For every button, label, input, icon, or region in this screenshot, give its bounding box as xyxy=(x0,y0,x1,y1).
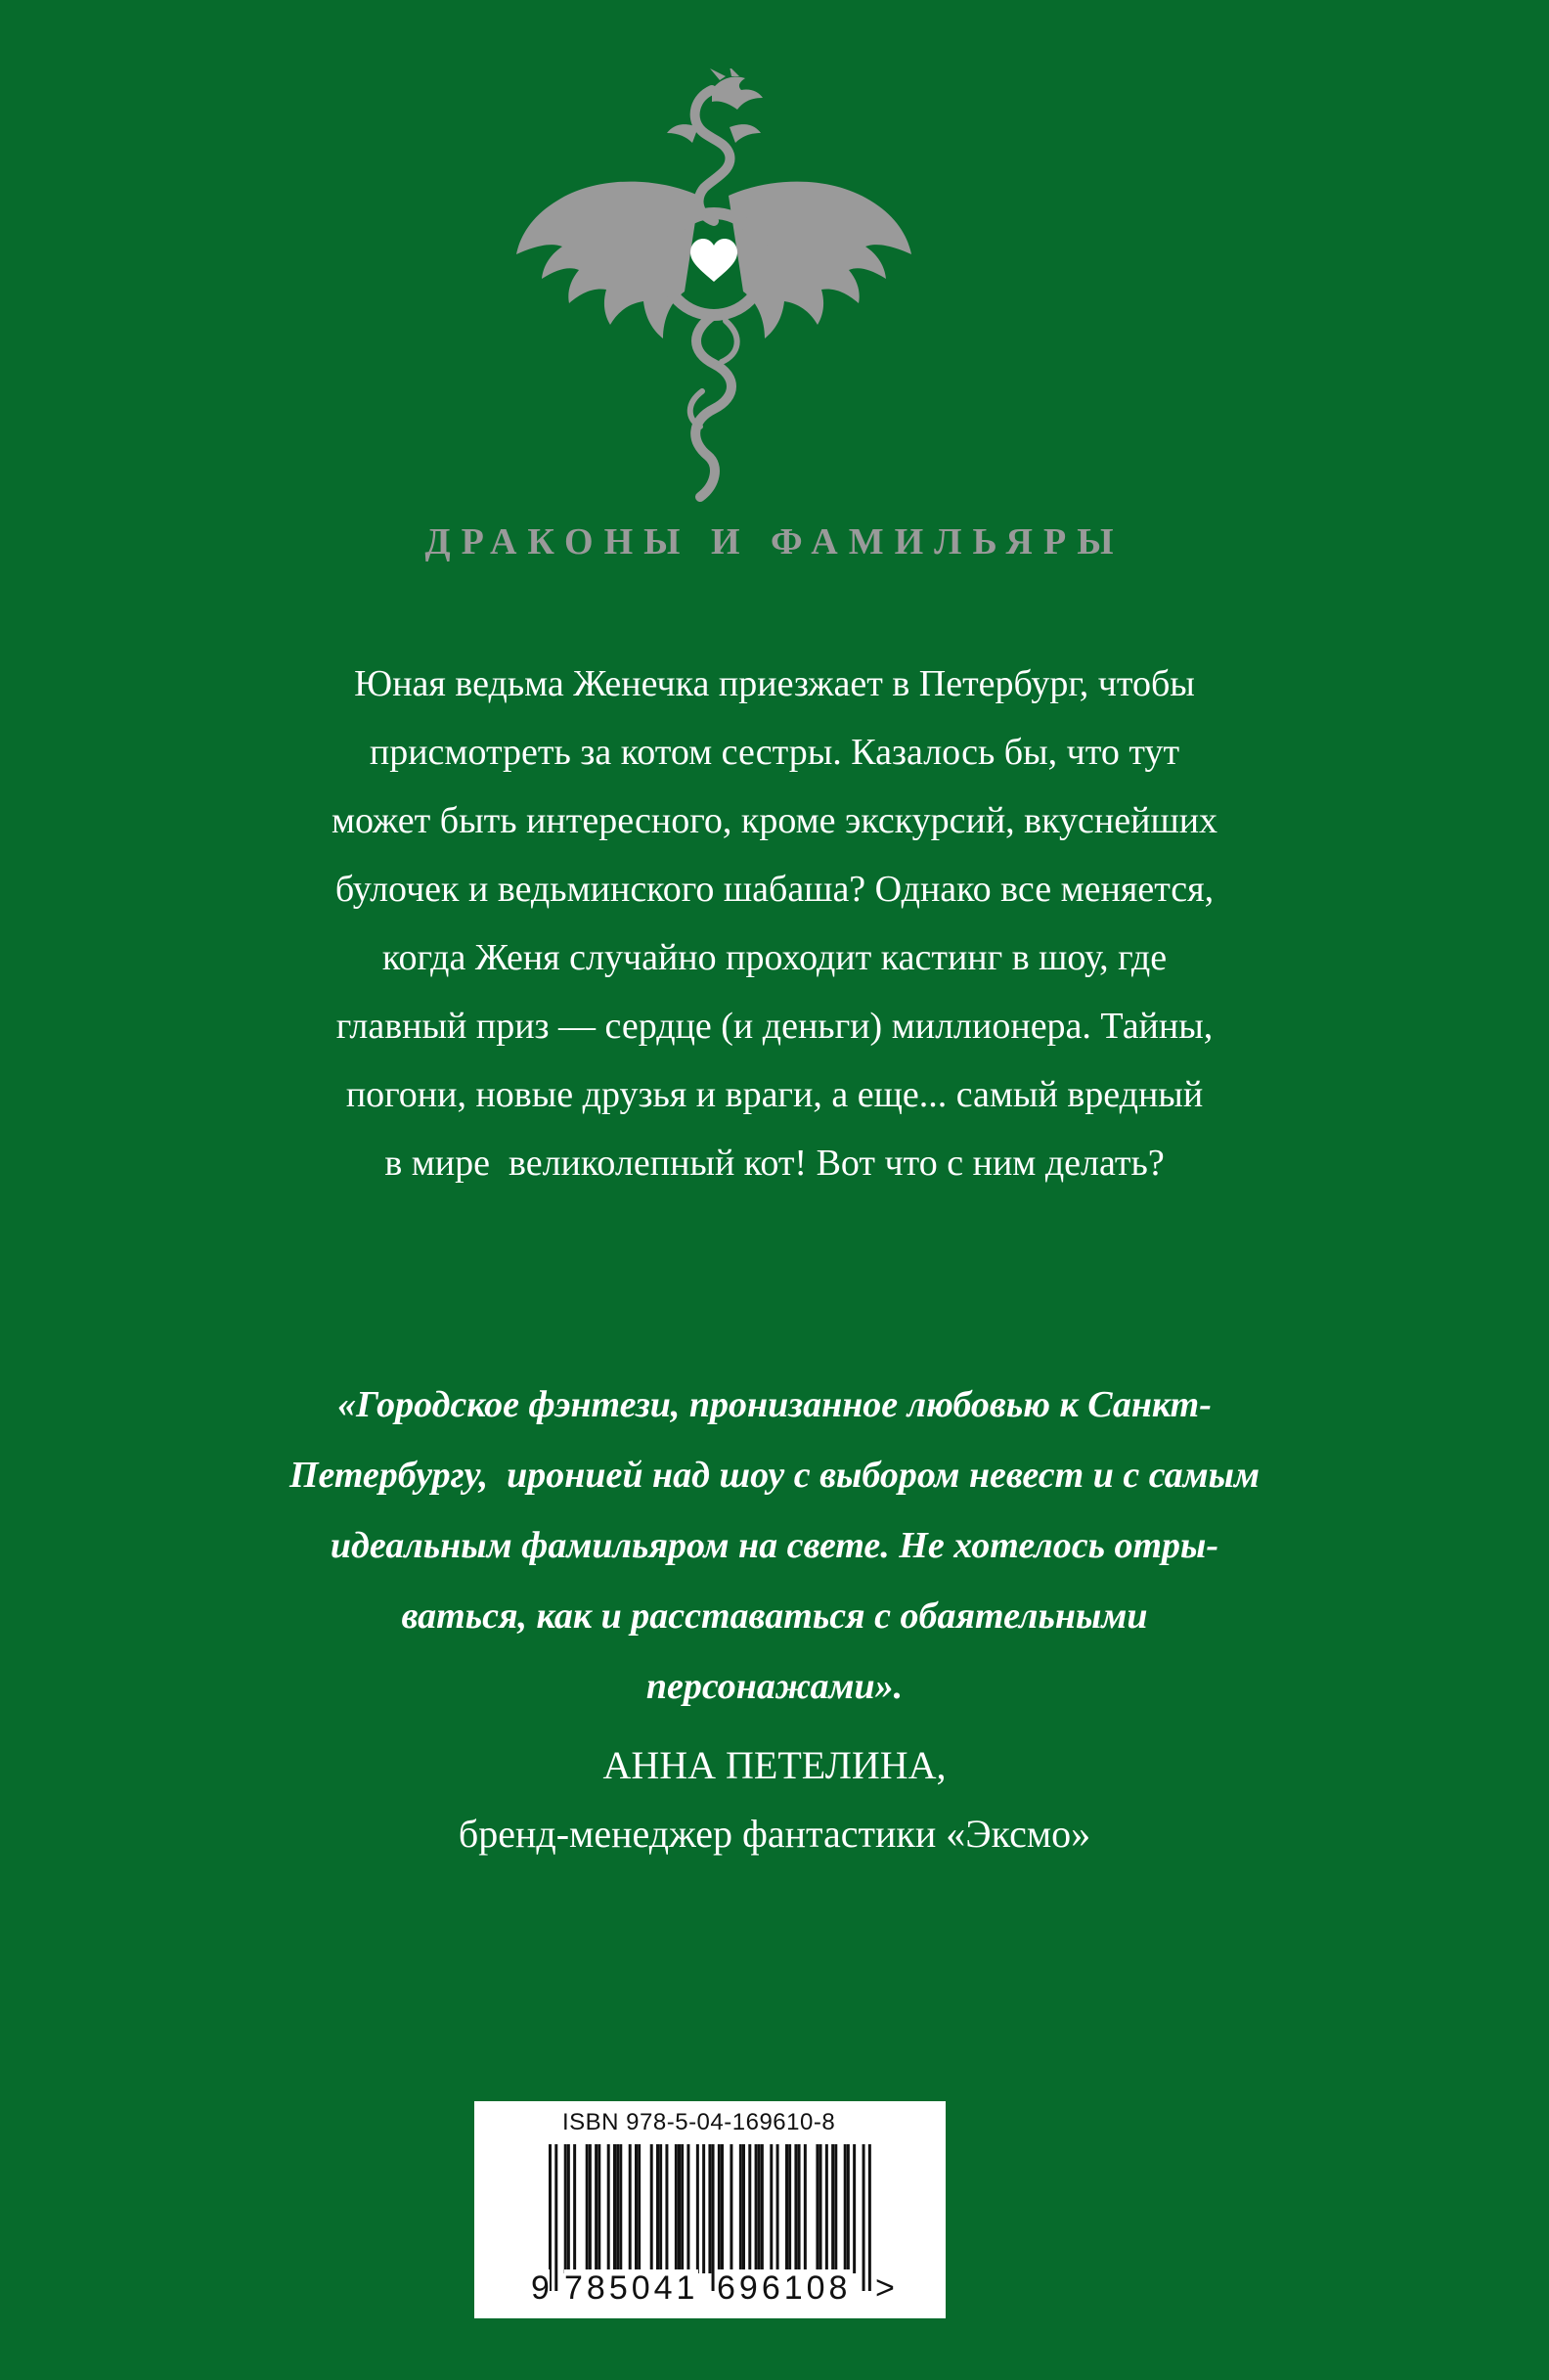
barcode-bar xyxy=(844,2144,847,2273)
barcode-bar xyxy=(770,2144,773,2273)
book-blurb xyxy=(147,650,1402,1197)
barcode-bar xyxy=(638,2144,641,2273)
blurb-line: может быть интересного, кроме экскурсий, вкуснейших xyxy=(331,800,1218,841)
ean-arrow: > xyxy=(875,2269,895,2307)
barcode-bar xyxy=(816,2144,819,2273)
barcode-bar xyxy=(681,2144,684,2273)
review-attribution xyxy=(0,1731,1549,1868)
ean-right-group: 696108 xyxy=(717,2269,852,2307)
ean-first-digit: 9 xyxy=(531,2269,550,2307)
barcode-bar xyxy=(607,2144,610,2273)
blurb-line: погони, новые друзья и враги, а еще... самый вредный xyxy=(345,1074,1204,1115)
barcode-bar xyxy=(696,2144,699,2273)
barcode-bar xyxy=(567,2144,570,2273)
barcode-bar xyxy=(573,2144,576,2273)
barcode-bar xyxy=(758,2144,761,2273)
barcode-bar xyxy=(853,2144,856,2273)
barcode-bar xyxy=(564,2144,567,2273)
barcode-bar xyxy=(721,2144,724,2273)
barcode-bar xyxy=(847,2144,850,2273)
series-title: ДРАКОНЫ И ФАМИЛЬЯРЫ xyxy=(424,521,1125,562)
barcode-bar xyxy=(755,2144,758,2273)
barcode-bar xyxy=(595,2144,597,2273)
blurb-line: когда Женя случайно проходит кастинг в шоу, где xyxy=(381,937,1168,978)
quote-line: ваться, как и расставаться с обаятельными xyxy=(401,1595,1148,1637)
quote-line: персонажами». xyxy=(645,1666,904,1707)
isbn-barcode xyxy=(474,2101,946,2318)
barcode-bar xyxy=(613,2144,616,2273)
ean-digits xyxy=(531,2269,922,2309)
blurb-line: присмотреть за котом сестры. Казалось бы, что тут xyxy=(369,732,1180,773)
barcode-bar xyxy=(834,2144,837,2273)
isbn-label: ISBN 978-5-04-169610-8 xyxy=(562,2109,836,2135)
barcode-bar xyxy=(635,2144,638,2273)
review-author-name: АННА ПЕТЕЛИНА, xyxy=(602,1743,947,1787)
barcode-bar xyxy=(798,2144,801,2273)
barcode-bar xyxy=(761,2144,764,2273)
barcode-bar xyxy=(589,2144,592,2273)
barcode-bar xyxy=(650,2144,653,2273)
barcode-bar xyxy=(788,2144,791,2273)
barcode-bar xyxy=(686,2144,689,2273)
blurb-line: булочек и ведьминского шабаша? Однако все меняется, xyxy=(334,869,1215,910)
barcode-bar xyxy=(678,2144,681,2273)
barcode-bar xyxy=(785,2144,788,2273)
dragon-with-heart-icon xyxy=(499,68,929,518)
barcode-bar xyxy=(730,2144,732,2273)
blurb-line: главный приз — сердце (и деньги) миллионера. Тайны, xyxy=(335,1006,1214,1047)
barcode-bar xyxy=(586,2144,589,2273)
barcode-bar xyxy=(629,2144,632,2273)
quote-line: идеальным фамильяром на свете. Не хотелось отры- xyxy=(330,1525,1219,1566)
quote-line: «Городское фэнтези, пронизанное любовью к Санкт- xyxy=(337,1384,1212,1425)
barcode-bar xyxy=(597,2144,600,2273)
barcode-bar xyxy=(748,2144,751,2273)
quote-line: Петербургу, иронией над шоу с выбором невест и с самым xyxy=(288,1455,1261,1496)
barcode-bar xyxy=(831,2144,834,2273)
review-quote xyxy=(117,1370,1432,1722)
barcode-bar xyxy=(776,2144,779,2273)
barcode-bar xyxy=(794,2144,797,2273)
barcode-bar xyxy=(804,2144,807,2273)
barcode-bar xyxy=(656,2144,659,2273)
barcode-bar xyxy=(739,2144,742,2273)
barcode-bar xyxy=(825,2144,828,2273)
blurb-line: в мире великолепный кот! Вот что с ним делать? xyxy=(384,1143,1165,1184)
barcode-bar xyxy=(742,2144,745,2273)
barcode-bar xyxy=(819,2144,822,2273)
barcode-bar xyxy=(659,2144,662,2273)
review-author-role: бренд-менеджер фантастики «Эксмо» xyxy=(458,1812,1091,1856)
barcode-bar xyxy=(616,2144,619,2273)
barcode-bar xyxy=(675,2144,678,2273)
blurb-line: Юная ведьма Женечка приезжает в Петербург, чтобы xyxy=(354,663,1195,704)
barcode-bar xyxy=(702,2144,705,2273)
barcode-bar xyxy=(665,2144,668,2273)
ean-left-group: 785041 xyxy=(564,2269,699,2307)
barcode-bar xyxy=(708,2144,711,2273)
barcode-bar xyxy=(619,2144,622,2273)
barcode-bar xyxy=(718,2144,721,2273)
